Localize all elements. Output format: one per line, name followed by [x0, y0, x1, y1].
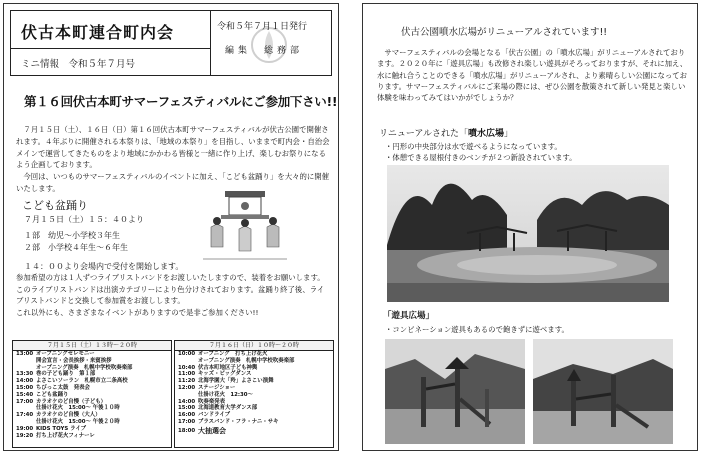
schedule-row	[175, 419, 333, 426]
schedule-row	[175, 392, 333, 399]
schedule-event: 打ち上げ花火フィナーレ	[36, 432, 95, 439]
editor-dept: 編集 総務部	[225, 46, 304, 56]
schedule-day1	[12, 340, 172, 448]
heading-suffix: 」	[504, 129, 514, 139]
kodomo-time: ７月１５日（土）１５：４０より	[24, 215, 144, 224]
schedule-event: 巻の子ども踊り 第１部	[36, 371, 96, 378]
schedule-event: ステージショー	[198, 384, 236, 391]
schedule-event: 大抽選会	[198, 426, 226, 435]
fountain-article-intro	[377, 47, 689, 103]
kodomo-reception: １４：００より会場内で受付を開始します。	[24, 261, 184, 271]
kodomo-part2: ２部 小学校４年生〜６年生	[24, 243, 128, 252]
schedule-event: バンドライブ	[198, 412, 231, 419]
schedule-event: ちびっこ太鼓 発表会	[36, 384, 90, 391]
intro-paragraph: 今回は、いつものサマーフェスティバルのイベントに加え、「こども盆踊り」を大々的に開催いたします。	[16, 172, 330, 193]
schedule-row	[13, 351, 171, 358]
schedule-row	[175, 378, 333, 385]
bon-dance-illustration	[199, 187, 291, 271]
fountain-bullet: ・円形の中央部分は水で遊べるようになっています。	[385, 142, 562, 151]
notice-paragraph: これ以外にも、さまざまなイベントがありますので是非ご参加ください!!	[16, 307, 259, 317]
schedule-time: 18:00	[178, 427, 196, 434]
schedule-time: 17:00	[178, 418, 196, 425]
schedule-time: 15:00	[178, 405, 196, 412]
schedule-row	[13, 426, 171, 433]
schedule-time: 17:00	[16, 398, 34, 405]
playground-section-title: 「遊具広場」	[383, 311, 435, 321]
schedule-time	[178, 358, 198, 365]
schedule-row	[175, 358, 333, 365]
schedule-row	[13, 433, 171, 440]
fountain-plaza-photo	[387, 165, 669, 302]
schedule-time: 17:40	[16, 412, 34, 419]
schedule-time: 15:00	[16, 384, 34, 391]
fountain-bullets	[385, 141, 577, 163]
schedule-event: 仕掛け花火 15:00〜 午後２０時	[36, 418, 120, 425]
participation-notice	[16, 272, 330, 318]
schedule-event: こども盆踊り	[36, 391, 69, 398]
schedule-row	[175, 426, 333, 436]
schedule-event: オープニング演奏 札幌中学校吹奏楽部	[36, 364, 133, 371]
schedule-day1-header: ７月１５日（土）１３時〜２０時	[13, 341, 171, 351]
schedule-event: オープニング演奏 札幌中学校吹奏楽部	[198, 357, 295, 364]
schedule-event: 吹奏楽発表	[198, 398, 225, 405]
schedule-time	[178, 392, 198, 399]
schedule-time: 12:00	[178, 384, 196, 391]
schedule-event: 北海学園大「羚」よさこい演舞	[198, 378, 274, 385]
schedule-event: オープニングセレモニー	[36, 351, 95, 357]
schedule-time: 14:00	[16, 378, 34, 385]
notice-paragraph: 参加希望の方は１人ずつライブリストバンドをお渡しいたしますので、装着をお願いします。このライブリストバンドは出演カテゴリーにより色分けされております。盆踊り終了後、ライブリストバンドと交換して参加賞をお渡しします。	[16, 273, 325, 306]
schedule-time	[16, 365, 36, 372]
heading-prefix: リニューアルされた「	[379, 129, 469, 139]
schedule-time	[16, 419, 36, 426]
fountain-bullet: ・体憩できる屋根付きのベンチが２つ新設されています。	[385, 153, 577, 162]
schedule-time	[16, 405, 36, 412]
heading-name: 噴水広場	[468, 129, 505, 139]
playground-photo-1	[385, 339, 525, 444]
schedule-row	[13, 419, 171, 426]
schedule-time: 15:40	[16, 391, 34, 398]
schedule-event: よさこいソーラン 札幌市立二条高校	[36, 378, 128, 385]
schedule-event: 伏古本町地区子ども神輿	[198, 364, 258, 371]
kodomo-bonodori-title: こども盆踊り	[22, 199, 88, 212]
schedule-row	[13, 385, 171, 392]
schedule-row	[175, 351, 333, 358]
festival-headline: 第１６回伏古本町サマーフェスティバルにご参加下さい!!	[24, 94, 338, 109]
schedule-event: 仕掛け花火 12:30〜	[198, 391, 253, 398]
newsletter-page-right	[362, 3, 698, 451]
fountain-section-heading	[379, 126, 513, 139]
schedule-row	[13, 378, 171, 385]
newsletter-title: 伏古本町連合町内会	[11, 11, 211, 49]
schedule-event: オープニング 打ち上げ花火	[198, 351, 268, 357]
schedule-row	[13, 412, 171, 419]
fountain-intro-paragraph: サマーフェスティバルの会場となる「伏古公園」の「噴水広場」がリニューアルされております。２０２０年に「遊具広場」も改修され楽しい遊具がそろっておりますが、それに加え、水に触れ合うことのできる「噴水広場」がリニューアルされ、より素晴らしい公園になっております。サマーフェスティバルにご来場の際には、ぜひ公園を散策されて新しい発見と楽しい体験を味わってみてはいかがでしょうか？	[377, 48, 688, 103]
fountain-article-title: 伏古公園噴水広場がリニューアルされています!!	[401, 27, 608, 38]
schedule-day2	[174, 340, 334, 448]
issue-date: 令和５年７月１日発行	[217, 22, 308, 32]
playground-bullet: ・コンビネーション遊具もあるので飽きずに遊べます。	[385, 325, 569, 334]
schedule-row	[175, 412, 333, 419]
kodomo-part1: １部 幼児〜小学校３年生	[24, 230, 120, 240]
schedule-event: 北海道教育大学ダンス部	[198, 405, 258, 412]
schedule-row	[175, 385, 333, 392]
newsletter-subtitle: ミニ情報 令和５年７月号	[11, 49, 211, 75]
schedule-time: 14:00	[178, 398, 196, 405]
masthead	[10, 10, 332, 76]
festival-intro	[16, 124, 330, 195]
schedule-event: 仕掛け花火 15:00〜 午後１０時	[36, 405, 120, 412]
schedule-time: 13:30	[16, 371, 34, 378]
schedule-event: キッズ・ビッグダンス	[198, 371, 252, 378]
schedule-time: 10:00	[178, 351, 196, 357]
schedule-row	[13, 392, 171, 399]
schedule-event: カラオケのど自慢（大人）	[36, 412, 101, 419]
kodomo-bonodori-details	[24, 214, 183, 273]
schedule-row	[13, 358, 171, 365]
schedule-time: 16:00	[178, 412, 196, 419]
schedule-time: 19:00	[16, 425, 34, 432]
schedule-event: ブラスバンド・フラ・ナニ・サキ	[198, 418, 279, 425]
schedule-event: KIDS TOYS ライブ	[36, 425, 86, 432]
schedule-event: 開会宣言・会長挨拶・来賓挨拶	[36, 357, 112, 364]
schedule-time: 11:00	[178, 371, 196, 378]
schedule-time: 11:20	[178, 378, 196, 385]
schedule-day2-header: ７月１６日（日）１０時〜２０時	[175, 341, 333, 351]
newsletter-page-left	[3, 3, 339, 451]
schedule-event: カラオケのど自慢（子ども）	[36, 398, 106, 405]
schedule-time: 13:00	[16, 351, 34, 357]
schedule-time: 19:20	[16, 432, 34, 439]
schedule-time: 10:40	[178, 364, 196, 371]
intro-paragraph: ７月１５日（土）、１６日（日）第１６回伏古本町サマーフェスティバルが伏古公園で開催されます。４年ぶりに開催される本祭りは、「地域の本祭り」を目指し、いままで町内会・自治会メインで運営してきたものをより地域にかかわる皆様と一緒に作り上げ、楽しむお祭りになるよう企画しております。	[16, 125, 330, 170]
playground-photo-2	[533, 339, 673, 444]
schedule-time	[16, 358, 36, 365]
